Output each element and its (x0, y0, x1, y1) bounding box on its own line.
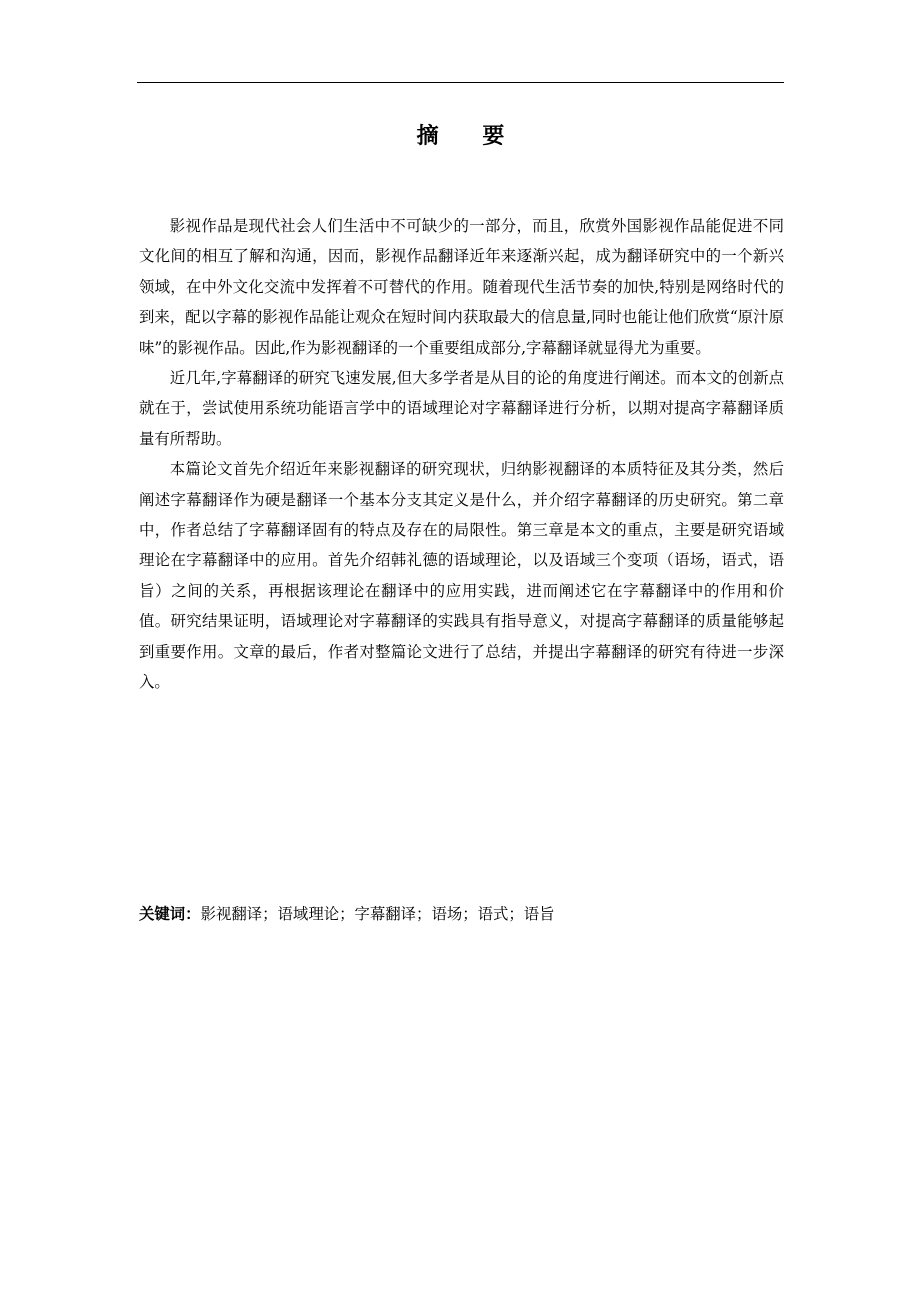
abstract-paragraph-1: 影视作品是现代社会人们生活中不可缺少的一部分，而且，欣赏外国影视作品能促进不同文化间的相互了解和沟通，因而，影视作品翻译近年来逐渐兴起，成为翻译研究中的一个新兴领域，在中外文化交流中发挥着不可替代的作用。随着现代生活节奏的加快,特别是网络时代的到来，配以字幕的影视作品能让观众在短时间内获取最大的信息量,同时也能让他们欣赏“原汁原味”的影视作品。因此,作为影视翻译的一个重要组成部分,字幕翻译就显得尤为重要。 (139, 217, 784, 357)
abstract-paragraph-3: 本篇论文首先介绍近年来影视翻译的研究现状，归纳影视翻译的本质特征及其分类，然后阐述字幕翻译作为硬是翻译一个基本分支其定义是什么，并介绍字幕翻译的历史研究。第二章中，作者总结了字幕翻译固有的特点及存在的局限性。第三章是本文的重点，主要是研究语域理论在字幕翻译中的应用。首先介绍韩礼德的语域理论，以及语域三个变项（语场，语式，语旨）之间的关系，再根据该理论在翻译中的应用实践，进而阐述它在字幕翻译中的作用和价值。研究结果证明，语域理论对字幕翻译的实践具有指导意义，对提高字幕翻译的质量能够起到重要作用。文章的最后，作者对整篇论文进行了总结，并提出字幕翻译的研究有待进一步深入。 (139, 460, 784, 692)
abstract-body (139, 211, 784, 698)
abstract-paragraph-2: 近几年,字幕翻译的研究飞速发展,但大多学者是从目的论的角度进行阐述。而本文的创新点就在于，尝试使用系统功能语言学中的语域理论对字幕翻译进行分析，以期对提高字幕翻译质量有所帮助。 (139, 369, 784, 448)
keywords-line (139, 899, 784, 929)
abstract-title: 摘 要 (416, 124, 523, 149)
keywords-label: 关键词： (139, 905, 201, 923)
header-rule (137, 82, 784, 83)
keywords-text: 影视翻译；语域理论；字幕翻译；语场；语式；语旨 (200, 905, 555, 923)
